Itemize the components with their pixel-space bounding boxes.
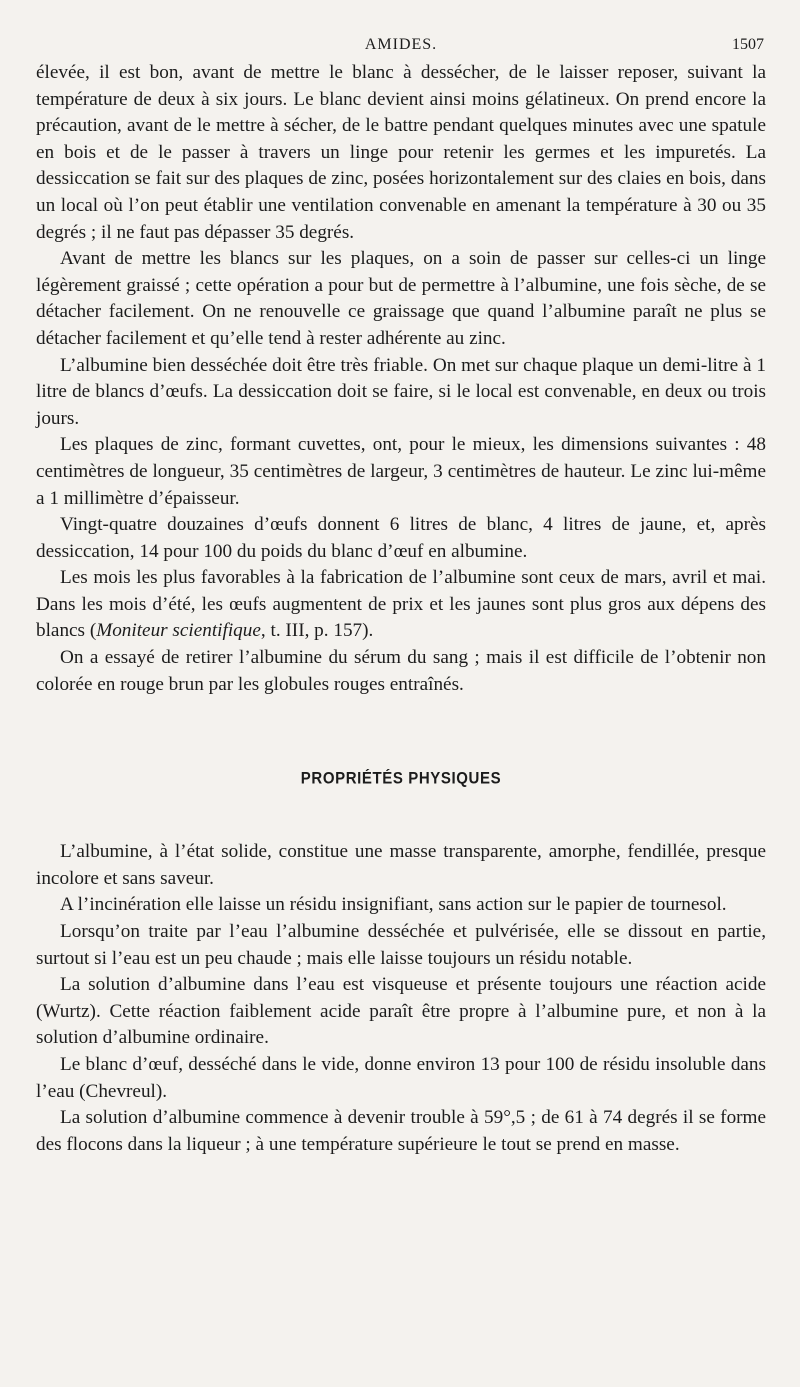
body-text-properties [36,839,766,1158]
citation-title: Moniteur scientifique [96,620,261,642]
section-heading: PROPRIÉTÉS PHYSIQUES [300,769,502,788]
months-text-end: , t. III, p. 157). [260,620,374,642]
paragraph-continued: élevée, il est bon, avant de mettre le blanc à dessécher, de le laisser reposer, suivant la température de deux à six jours. Le blanc devient ainsi moins gélatineux. On prend encore la précaution, avant de le mettre à sécher, de le battre pendant quelques minutes avec une spatule en bois et de le passer à travers un linge pour retenir les germes et les impuretés. La dessiccation se fait sur des plaques de zinc, posées horizontalement sur des claies en bois, dans un local où l’on peut établir une ventilation convenable en amenant la température à 30 ou 35 degrés ; il ne faut pas dépasser 35 degrés. [36,62,766,243]
book-page [36,28,766,1158]
page-number: 1507 [732,36,764,53]
paragraph-greasing: Avant de mettre les blancs sur les plaques, on a soin de passer sur celles-ci un linge légèrement graissé ; cette opération a pour but de permettre à l’albumine, une fois sèche, de se détacher facilement. On ne renouvelle ce graissage que quand l’albumine paraît ne plus se détacher facilement et qu’elle tend à rester adhérente au zinc. [36,248,766,349]
running-head [36,28,766,60]
paragraph-vacuum-dried: Le blanc d’œuf, desséché dans le vide, donne environ 13 pour 100 de résidu insoluble dans l’eau (Chevreul). [36,1054,766,1102]
body-text [36,60,766,698]
paragraph-acid-reaction: La solution d’albumine dans l’eau est visqueuse et présente toujours une réaction acide (Wurtz). Cette réaction faiblement acide paraît être propre à l’albumine pure, et non à la solution d’albumine ordinaire. [36,974,766,1049]
paragraph-incineration: A l’incinération elle laisse un résidu insignifiant, sans action sur le papier de tournesol. [60,894,727,916]
paragraph-blood-serum: On a essayé de retirer l’albumine du sérum du sang ; mais il est difficile de l’obtenir non colorée en rouge brun par les globules rouges entraînés. [36,647,766,695]
paragraph-plate-dimensions: Les plaques de zinc, formant cuvettes, ont, pour le mieux, les dimensions suivantes : 48 centimètres de longueur, 35 centimètres de largeur, 3 centimètres de hauteur. Le zinc lui-même a 1 millimètre d’épaisseur. [36,434,766,509]
running-head-title: AMIDES. [364,36,438,53]
paragraph-coagulation: La solution d’albumine commence à devenir trouble à 59°,5 ; de 61 à 74 degrés il se forme des flocons dans la liqueur ; à une température supérieure le tout se prend en masse. [36,1107,766,1155]
paragraph-water-treatment: Lorsqu’on traite par l’eau l’albumine desséchée et pulvérisée, elle se dissout en partie, surtout si l’eau est un peu chaude ; mais elle laisse toujours un résidu notable. [36,921,766,969]
paragraph-friable: L’albumine bien desséchée doit être très friable. On met sur chaque plaque un demi-litre à 1 litre de blancs d’œufs. La dessiccation doit se faire, si le local est convenable, en deux ou trois jours. [36,354,766,429]
paragraph-solid-state: L’albumine, à l’état solide, constitue une masse transparente, amorphe, fendillée, presque incolore et sans saveur. [36,841,766,889]
months-text-start: Les mois les plus favorables à la fabrication de l’albumine sont ceux de mars, avril et mai. Dans les mois d’été, les œufs augmentent de prix et les jaunes sont plus gros aux dépens des blancs ( [36,567,766,642]
paragraph-favorable-months [36,565,766,645]
paragraph-egg-yield: Vingt-quatre douzaines d’œufs donnent 6 litres de blanc, 4 litres de jaune, et, après dessiccation, 14 pour 100 du poids du blanc d’œuf en albumine. [36,514,766,562]
